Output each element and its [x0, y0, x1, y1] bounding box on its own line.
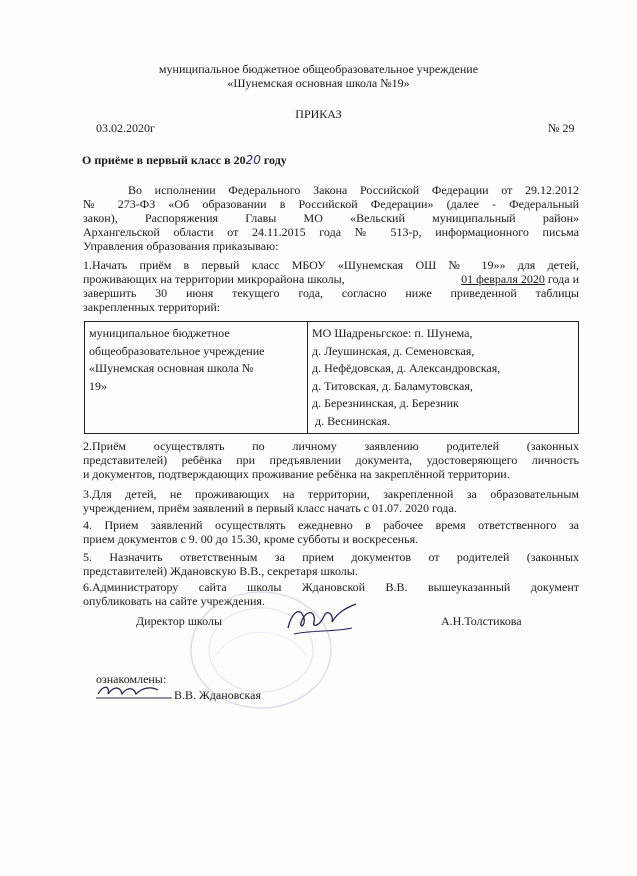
table-row [85, 322, 579, 434]
item-line: 6.Администратору сайта школы Ждановской В.В. вышеуказанный документ [83, 580, 579, 594]
order-date: 03.02.2020г [96, 121, 155, 135]
director-role: Директор школы [136, 614, 223, 628]
school-line: «Шунемская основная школа № [89, 361, 254, 375]
preamble-line: Архангельской области от 24.11.2015 года № 513-р, информационного письма [83, 225, 579, 239]
institution-line-1: муниципальное бюджетное общеобразовательное учреждение [158, 62, 479, 76]
preamble-line: Во исполнении Федерального Закона Российской Федерации от 29.12.2012 [128, 183, 579, 197]
territory-line: д. Титовская, д. Баламутовская, [312, 378, 473, 393]
item-line: 4. Прием заявлений осуществлять ежедневно в рабочее время ответственного за [83, 518, 579, 532]
item1-line2-a: проживающих на территории микрорайона школы, [83, 272, 348, 286]
territory-line: д. Березнинская, д. Березник [312, 396, 459, 410]
acknowledgement-signature [94, 680, 174, 702]
table-cell-school [85, 322, 308, 434]
item-line: представителей) Ждановскую В.В., секретаря школы. [83, 564, 358, 578]
school-line: муниципальное бюджетное [89, 326, 230, 340]
item1-start-date: 01 февраля 2020 [461, 272, 545, 286]
item-line: учреждением, приём заявлений в первый класс начать с 01.07. 2020 года. [83, 501, 457, 515]
acknowledged-label: ознакомлены: [96, 672, 167, 686]
item1-line: 1.Начать приём в первый класс МБОУ «Шунемская ОШ № 19»» для детей, [83, 258, 579, 272]
order-subject [82, 153, 287, 167]
territory-line: д. Леушинская, д. Семеновская, [312, 343, 475, 358]
preamble-line: № 273-ФЗ «Об образовании в Российской Федерации» (далее - Федеральный [83, 197, 579, 211]
director-name: А.Н.Толстикова [441, 614, 522, 628]
subject-suffix: году [260, 153, 287, 167]
territory-line: д. Нефёдовская, д. Александровская, [312, 361, 501, 375]
preamble-line: закон), Распоряжения Главы МО «Вельский муниципальный район» [83, 211, 579, 225]
item-line: 2.Приём осуществлять по личному заявлению родителей (законных [83, 439, 579, 453]
territory-line: МО Шадреньгское: п. Шунема, [312, 326, 473, 340]
item-line: и документов, подтверждающих проживание ребёнка на закреплённой территории. [83, 467, 510, 481]
order-title: ПРИКАЗ [295, 107, 342, 121]
school-line: 19» [89, 378, 107, 393]
item1-line2-b: года и [544, 272, 579, 286]
order-number: № 29 [548, 121, 575, 135]
subject-prefix: О приёме в первый класс в 20 [82, 153, 246, 167]
item-line: представителей) ребёнка при предъявлении документа, удостоверяющего личность [83, 453, 579, 467]
school-line: общеобразовательное учреждение [89, 343, 265, 358]
item1-line-2 [83, 272, 579, 286]
item-line: 5. Назначить ответственным за прием документов от родителей (законных [83, 550, 579, 564]
territory-table [84, 321, 579, 434]
item1-line: закрепленных территорий: [83, 300, 221, 314]
director-signature [282, 598, 362, 640]
table-cell-territories [308, 322, 579, 434]
item1-line: завершить 30 июня текущего года, согласно ниже приведенной таблицы [83, 286, 579, 300]
acknowledged-name: В.В. Ждановская [174, 688, 262, 702]
item-line: прием документов с 9. 00 до 15.30, кроме субботы и воскресенья. [83, 532, 419, 546]
territory-line: д. Веснинская. [312, 413, 391, 428]
preamble-line: Управления образования приказываю: [83, 239, 279, 253]
item-line: 3.Для детей, не проживающих на территории, закрепленной за образовательным [83, 487, 579, 501]
institution-line-2: «Шунемская основная школа №19» [227, 76, 410, 90]
item-line: опубликовать на сайте учреждения. [83, 594, 265, 608]
subject-handwritten-year: 20 [245, 153, 261, 167]
